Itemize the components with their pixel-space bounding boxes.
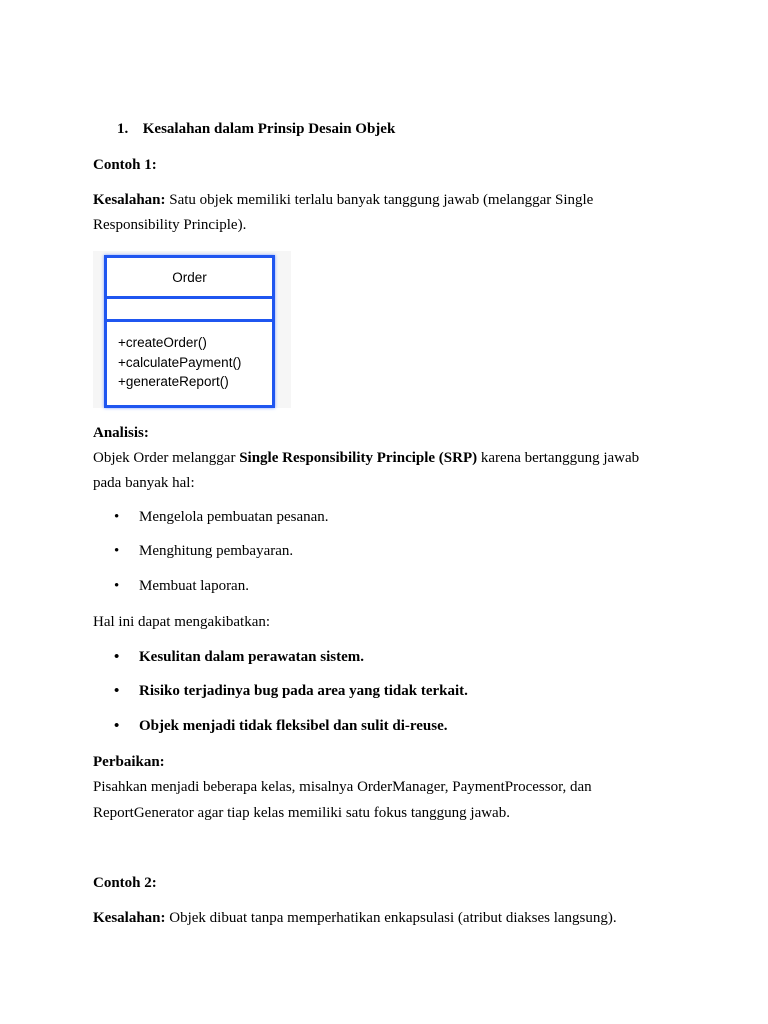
list-item-text: Kesulitan dalam perawatan sistem. <box>139 649 364 665</box>
list-item-text: Mengelola pembuatan pesanan. <box>139 509 329 525</box>
bullet-icon: • <box>114 509 120 525</box>
uml-class-diagram <box>93 251 291 408</box>
bullet-icon: • <box>114 543 120 559</box>
uml-class-name: Order <box>107 258 272 299</box>
example-1-error-line1 <box>93 188 593 213</box>
uml-class-box <box>104 255 275 408</box>
example-2-label: Contoh 2: <box>93 875 157 891</box>
section-title: Kesalahan dalam Prinsip Desain Objek <box>142 121 396 137</box>
list-item-text: Menghitung pembayaran. <box>139 543 294 559</box>
section-heading <box>117 121 395 138</box>
error-label: Kesalahan: <box>93 910 166 926</box>
uml-operations-compartment <box>107 322 272 392</box>
uml-operation: +calculatePayment() <box>118 354 242 370</box>
uml-operation: +generateReport() <box>118 374 229 389</box>
uml-attributes-compartment <box>107 299 272 322</box>
example-1-error-line2: Responsibility Principle). <box>93 217 247 233</box>
consequence-intro: Hal ini dapat mengakibatkan: <box>93 614 271 630</box>
analysis-text: Objek Order melanggar <box>93 450 240 466</box>
fix-line1: Pisahkan menjadi beberapa kelas, misalnya OrderManager, PaymentProcessor, dan <box>93 779 592 795</box>
error-label: Kesalahan: <box>93 192 166 208</box>
list-item-text: Objek menjadi tidak fleksibel dan sulit di-reuse. <box>139 718 448 734</box>
list-item-text: Risiko terjadinya bug pada area yang tidak terkait. <box>139 683 468 699</box>
bullet-icon: • <box>114 578 120 594</box>
error-text: Satu objek memiliki terlalu banyak tanggung jawab (melanggar Single <box>165 192 594 208</box>
error-text: Objek dibuat tanpa memperhatikan enkapsulasi (atribut diakses langsung). <box>165 910 617 926</box>
uml-operation: +createOrder() <box>118 335 207 350</box>
bullet-icon: • <box>114 718 120 734</box>
analysis-line1 <box>93 446 639 471</box>
bullet-icon: • <box>114 649 120 665</box>
analysis-label: Analisis: <box>93 425 149 441</box>
analysis-principle: Single Responsibility Principle (SRP) <box>239 450 478 466</box>
list-item-text: Membuat laporan. <box>139 578 249 594</box>
analysis-text: karena bertanggung jawab <box>477 450 640 466</box>
section-number: 1. <box>117 121 129 137</box>
bullet-icon: • <box>114 683 120 699</box>
fix-label: Perbaikan: <box>93 754 165 770</box>
fix-line2: ReportGenerator agar tiap kelas memiliki satu fokus tanggung jawab. <box>93 805 510 821</box>
example-1-label: Contoh 1: <box>93 157 157 173</box>
example-2-error-line <box>93 906 617 931</box>
analysis-line2: pada banyak hal: <box>93 475 195 491</box>
